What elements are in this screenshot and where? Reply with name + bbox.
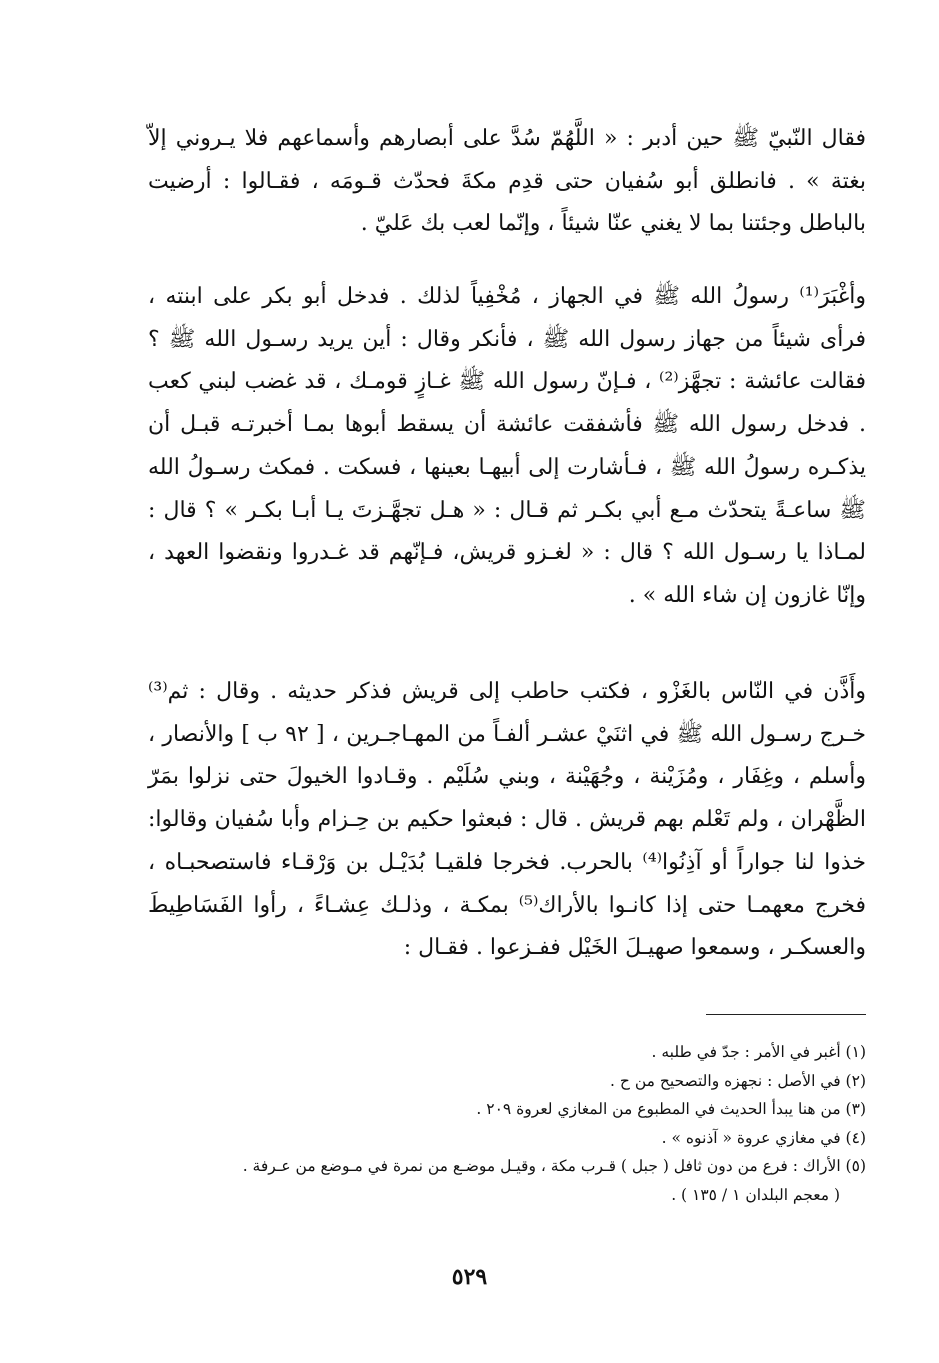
footnote-3: (٣) من هنا يبدأ الحديث في المطبوع من المغازي لعروة ٢٠٩ . <box>476 1100 866 1118</box>
paragraph-text: فقال النّبيّ ﷺ حين أدبر : « اللَّهُمّ سُدَّ على أبصارهم وأسماعهم فلا يـروني إلاّ بغتة » . فانطلق أبو سُفيان حتى قدِم مكةَ فحدّث قـومَه ، فقـالوا : أرضيت بالباطل وجئتنا بما لا يغني عنّا شيئاً ، وإنّما لعب بك عَليّ . <box>148 126 866 237</box>
body-paragraph-1 <box>148 118 866 246</box>
footnote-divider <box>706 1014 866 1015</box>
footnotes-list <box>150 1038 866 1209</box>
paragraph-text: وأغْبَرَ⁽¹⁾ رسولُ الله ﷺ في الجهاز ، مُخْفِياً لذلك . فدخل أبو بكر على ابنته ، فرأى شيئاً من جهاز رسول الله ﷺ ، فأنكر وقال : أين يريد رسـول الله ﷺ ؟ فقالت عائشة : تجهَّز⁽²⁾ ، فـإنّ رسول الله ﷺ غـازٍ قومـك ، قد غضب لبني كعب . فدخل رسول الله ﷺ فأشفقت عائشة أن يسقط أبوها بمـا أخبرتـه قبـل أن يذكـره رسولُ الله ﷺ ، فـأشارت إلى أبيهـا بعينها ، فسكت . فمكث رسـولُ الله ﷺ ساعـةً يتحدّث مـع أبي بكـر ثم قـال : « هـل تجهَّـزتَ يـا أبـا بكـر » ؟ قال : لمـاذا يا رسـول الله ؟ قال : « لغـزو قريش، فـإنّهم قد غـدروا ونقضوا العهد ، وإنّا غازون إن شاء الله » . <box>148 284 866 608</box>
footnote-4: (٤) في مغازي عروة « آذنوه » . <box>661 1128 866 1147</box>
footnote-5-continuation: ( معجم البلدان ١ / ١٣٥ ) . <box>671 1185 840 1204</box>
paragraph-text: وأَذَّن في النّاس بالغَزْو ، فكتب حاطب إلى قريش فذكر حديثه . وقال : ثم⁽³⁾ خـرج رسـول الله ﷺ في اثنَيْ عشـر ألفـاً من المهـاجـرين ، [ ٩٢ ب ] والأنصار ، وأسلم ، وغِفَار ، ومُزَيْنة ، وجُهَيْنة ، وبني سُلَيْم . وقـادوا الخيولَ حتى نزلوا بمَرّ الظَّهْران ، ولم تَعْلم بهم قريش . قال : فبعثوا حكيم بن حِـزام وأبا سُفيان وقالوا: خذوا لنا جواراً أو آذِنُوا⁽⁴⁾ بالحرب. فخرجا فلقيـا بُدَيْـل بن وَرْقـاء فاستصحبـاه ، فخرج معهمـا حتى إذا كانـوا بالأراك⁽⁵⁾ بمكـة ، وذلـك عِشـاءً ، رأوا الفَسَاطِيطَ والعسكـر ، وسمعوا صهيـلَ الخَيْل ففـزعوا . فقـال : <box>148 679 866 961</box>
footnote-1: (١) أغبر في الأمر : جدّ في طلبه . <box>651 1043 866 1061</box>
footnote-5: (٥) الأراك : فرع من دون ثافل ( جبل ) قـرب مكة ، وقيـل موضـع من نمرة في مـوضع من عـرفة . <box>242 1157 866 1175</box>
body-paragraph-2 <box>148 276 866 618</box>
footnote-2: (٢) في الأصل : نجهزه والتصحيح من ح . <box>610 1071 866 1090</box>
body-paragraph-3 <box>148 671 866 970</box>
page-number: ٥٢٩ <box>451 1264 488 1290</box>
